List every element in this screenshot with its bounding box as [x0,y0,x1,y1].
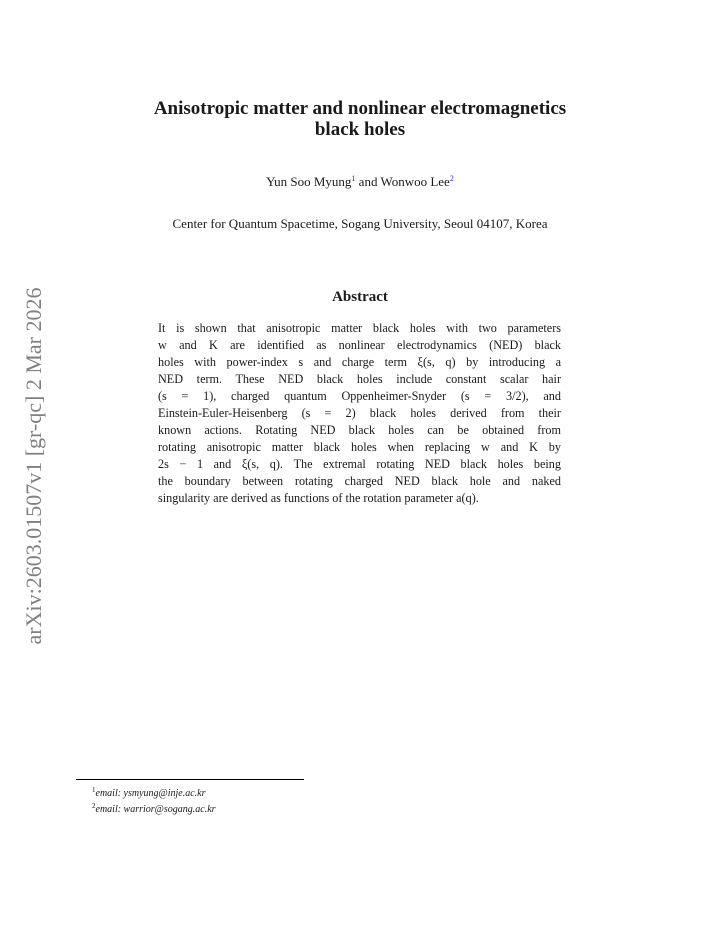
abstract-heading: Abstract [332,289,388,305]
abstract-line: w and K are identified as nonlinear electrodynamics (NED) black [158,338,561,352]
abstract-line: singularity are derived as functions of the rotation parameter a(q). [158,491,479,505]
title-line-1: Anisotropic matter and nonlinear electromagnetics [153,98,567,119]
abstract-line: Einstein-Euler-Heisenberg (s = 2) black holes derived from their [158,406,561,420]
author-name: Wonwoo Lee [380,174,450,189]
author-name: Yun Soo Myung [266,174,352,189]
affiliation: Center for Quantum Spacetime, Sogang University, Seoul 04107, Korea [172,216,548,231]
footnote-rule [76,779,304,780]
abstract-line: 2s − 1 and ξ(s, q). The extremal rotating NED black holes being [158,457,561,471]
abstract-line: holes with power-index s and charge term ξ(s, q) by introducing a [158,355,561,369]
footnote-1 [92,786,206,799]
abstract-line: known actions. Rotating NED black holes can be obtained from [158,423,561,437]
footnote-email: email: warrior@sogang.ac.kr [95,804,216,815]
abstract-line: NED term. These NED black holes include constant scalar hair [158,372,561,386]
abstract-body [158,320,561,507]
footnote-email: email: ysmyung@inje.ac.kr [95,788,206,799]
author-conjunction: and [355,174,381,189]
arxiv-stamp: arXiv:2603.01507v1 [gr-qc] 2 Mar 2026 [21,287,46,645]
abstract-line: the boundary between rotating charged NED black hole and naked [158,474,561,488]
footnote-link[interactable]: 1 [351,174,356,183]
author-list [60,174,660,190]
abstract-line: rotating anisotropic matter black holes when replacing w and K by [158,440,561,454]
footnote-mark: 2 [92,802,96,810]
footnote-link[interactable]: 2 [449,174,454,183]
footnote-mark: 1 [92,786,96,794]
paper-title [60,98,660,140]
abstract-line: (s = 1), charged quantum Oppenheimer-Snyder (s = 3/2), and [158,389,561,403]
abstract-line: It is shown that anisotropic matter black holes with two parameters [158,321,561,335]
footnote-2 [92,802,216,815]
title-line-2: black holes [314,119,406,140]
